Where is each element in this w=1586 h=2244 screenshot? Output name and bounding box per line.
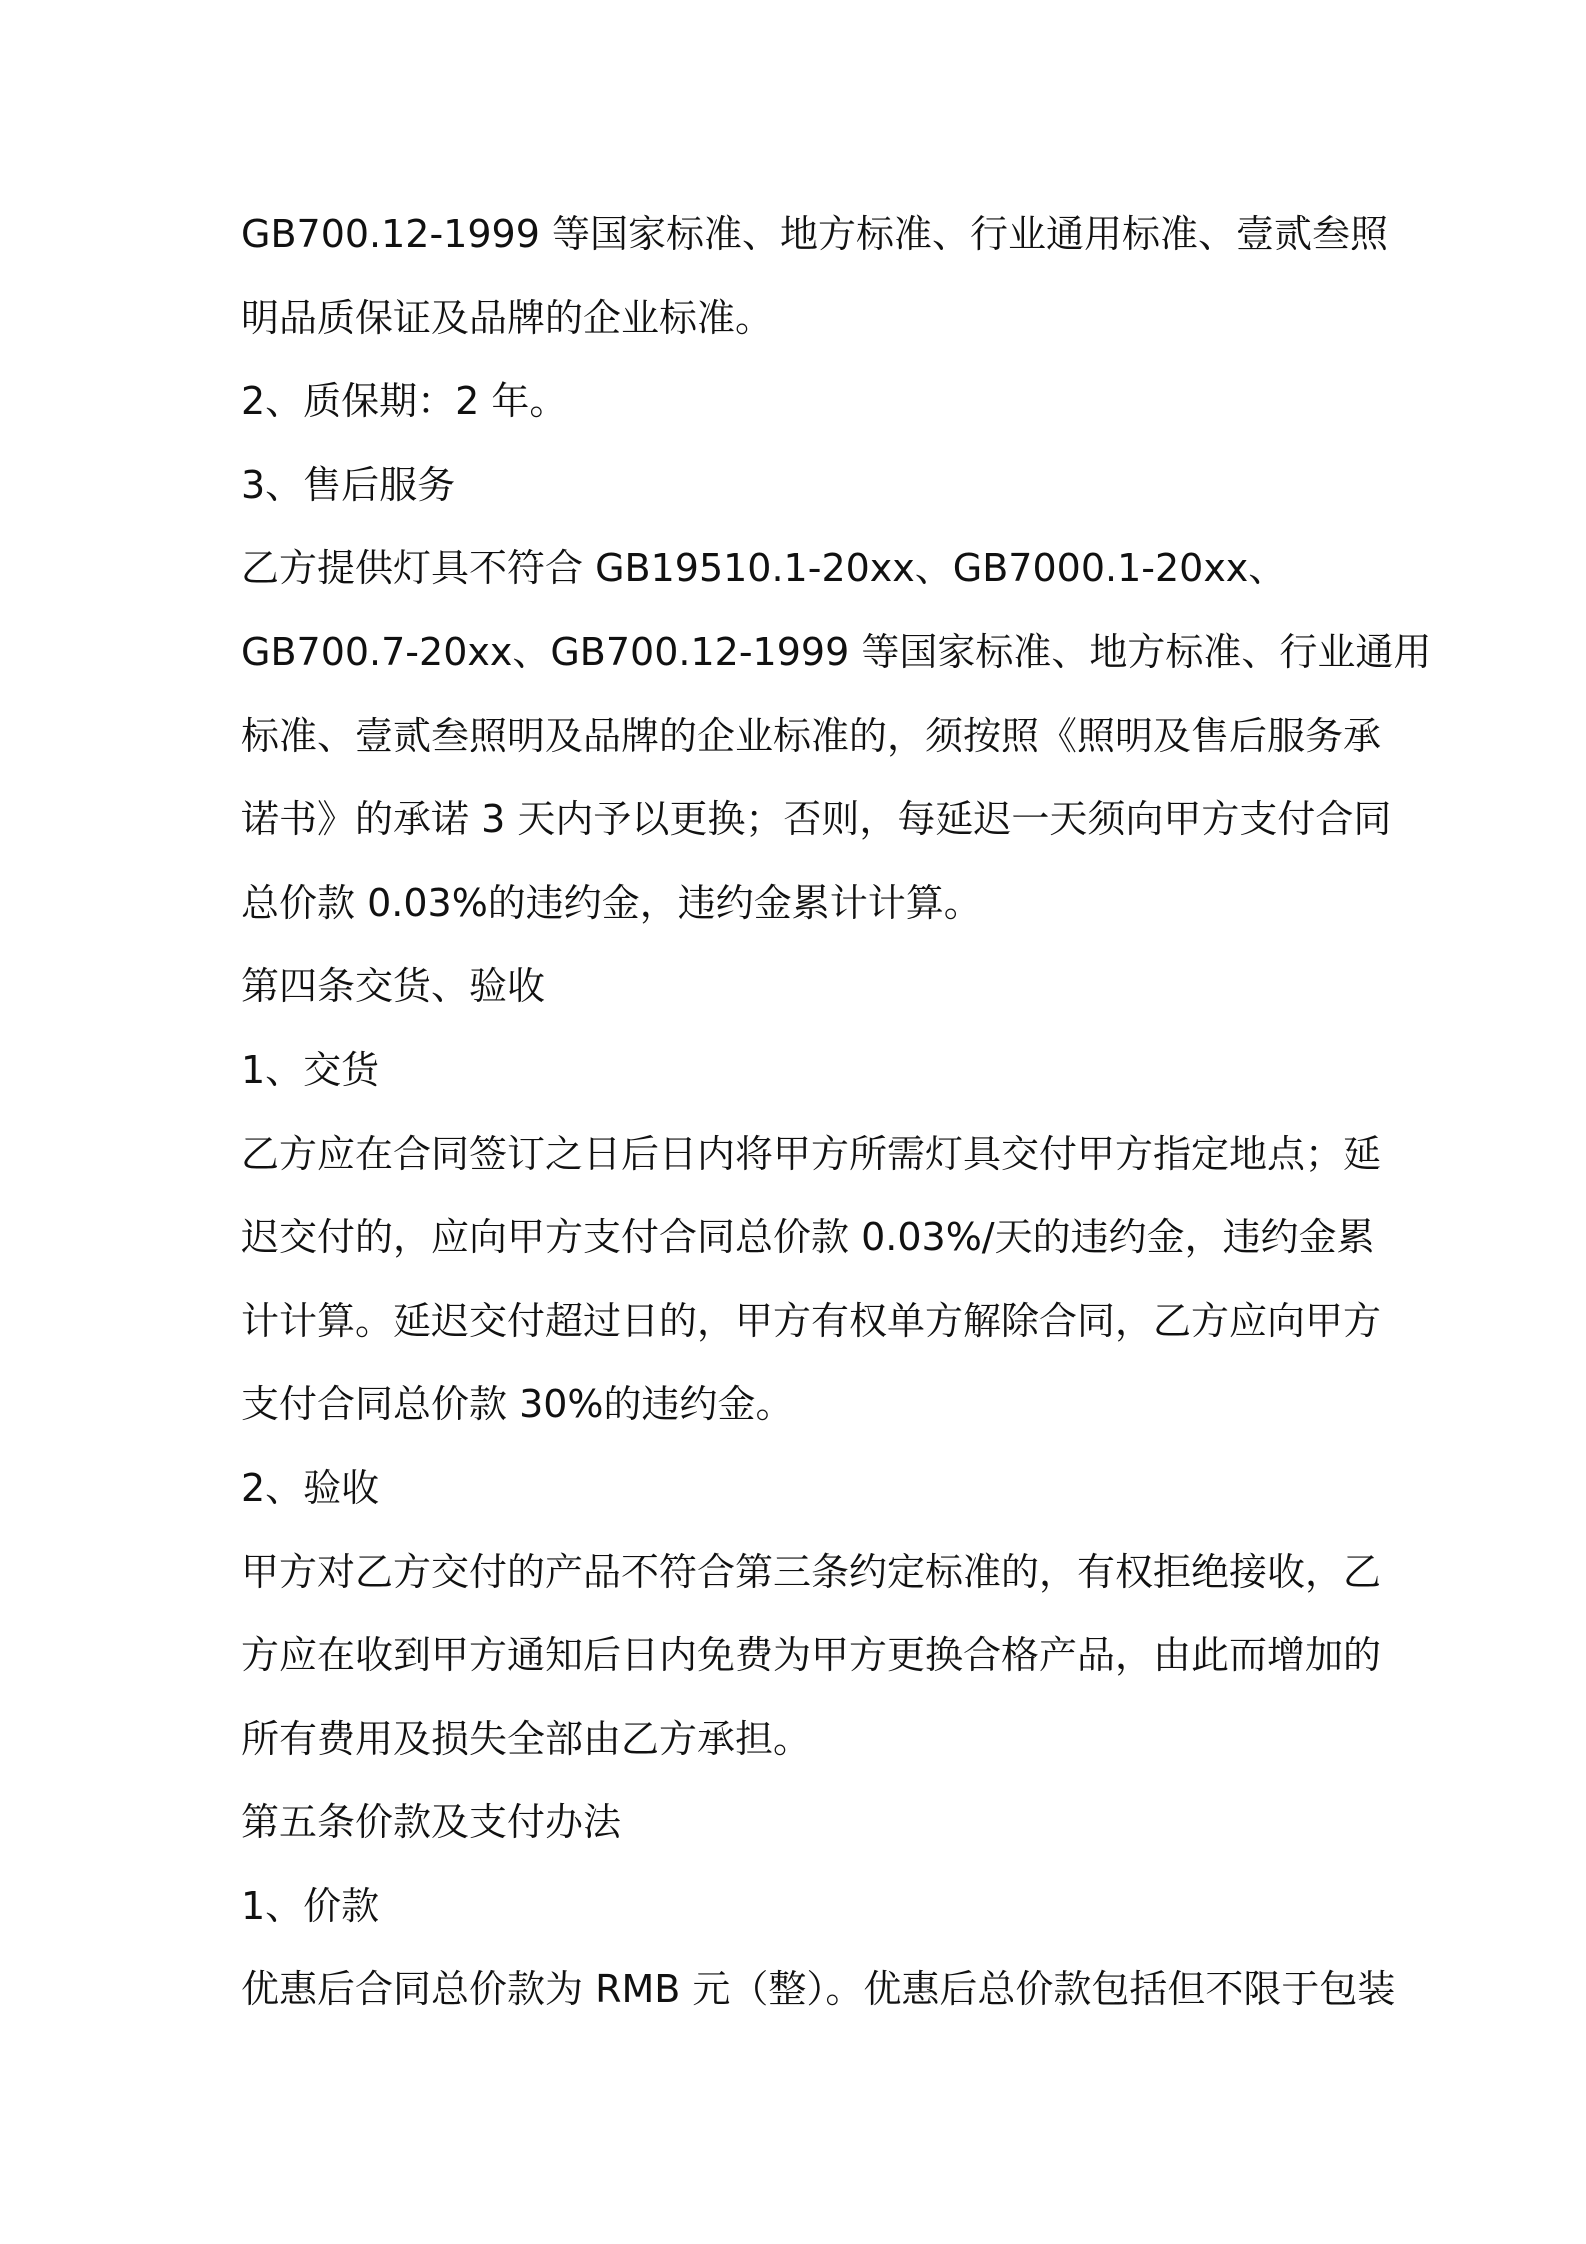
text-line: 总价款 0.03%的违约金，违约金累计计算。 (241, 880, 982, 925)
text-line: 2、质保期：2 年。 (241, 379, 568, 424)
section-heading: 3、售后服务 (241, 462, 456, 507)
text-line: 计计算。延迟交付超过日的，甲方有权单方解除合同，乙方应向甲方 (241, 1298, 1382, 1343)
section-heading: 1、交货 (241, 1047, 380, 1092)
text-line: 标准、壹贰叁照明及品牌的企业标准的，须按照《照明及售后服务承 (241, 713, 1382, 758)
article-heading: 第四条交货、验收 (241, 964, 546, 1009)
section-heading: 1、价款 (241, 1883, 380, 1928)
text-line: 迟交付的，应向甲方支付合同总价款 0.03%/天的违约金，违约金累 (241, 1215, 1375, 1260)
text-line: 乙方提供灯具不符合 GB19510.1-20xx、GB7000.1-20xx、 (241, 546, 1287, 591)
section-heading: 2、验收 (241, 1465, 380, 1510)
text-line: 明品质保证及品牌的企业标准。 (241, 295, 774, 340)
text-line: 诺书》的承诺 3 天内予以更换；否则，每延迟一天须向甲方支付合同 (241, 797, 1392, 842)
text-line: 乙方应在合同签订之日后日内将甲方所需灯具交付甲方指定地点；延 (241, 1131, 1382, 1176)
text-line: 所有费用及损失全部由乙方承担。 (241, 1716, 812, 1761)
text-line: 优惠后合同总价款为 RMB 元（整）。优惠后总价款包括但不限于包装 (241, 1967, 1396, 2012)
text-line: 方应在收到甲方通知后日内免费为甲方更换合格产品，由此而增加的 (241, 1633, 1382, 1678)
document-body (241, 193, 1432, 2032)
text-line: 甲方对乙方交付的产品不符合第三条约定标准的，有权拒绝接收，乙 (241, 1549, 1382, 1594)
text-line: 支付合同总价款 30%的违约金。 (241, 1382, 794, 1427)
text-line: GB700.12-1999 等国家标准、地方标准、行业通用标准、壹贰叁照 (241, 212, 1388, 256)
text-line: GB700.7-20xx、GB700.12-1999 等国家标准、地方标准、行业通用 (241, 629, 1432, 674)
article-heading: 第五条价款及支付办法 (241, 1800, 622, 1845)
